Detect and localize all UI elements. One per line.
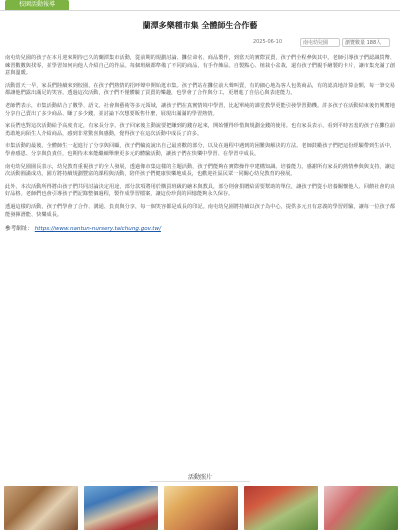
photo-thumbnail[interactable] bbox=[164, 486, 238, 530]
article-body bbox=[5, 55, 395, 232]
reference-label: 參考網址： bbox=[5, 226, 33, 233]
paragraph: 活動當天一早，家長們陸續來到校園，在孩子們熱情的招呼聲中開始逛市集。孩子們站在攤位前大聲叫賣，有的細心地為客人包裝商品，有的認真地計算金額，每一筆交易都讓他們露出滿足的笑容。透過這次活動，孩子們不僅體驗了買賣的樂趣，也學會了合作與分工，更增進了自信心與表達能力。 bbox=[5, 82, 395, 97]
view-count-badge: 瀏覽數量 188人 bbox=[342, 38, 390, 47]
tab-campus-news[interactable]: 校園活動報導 bbox=[5, 0, 69, 10]
photo-gallery bbox=[4, 486, 396, 530]
photo-thumbnail[interactable] bbox=[324, 486, 398, 530]
photos-heading: 活動照片 bbox=[187, 474, 212, 481]
tab-strip bbox=[0, 0, 400, 11]
photo-thumbnail[interactable] bbox=[84, 486, 158, 530]
article-meta bbox=[0, 38, 394, 47]
article-date: 2025-06-10 bbox=[252, 39, 282, 45]
paragraph: 家長們也對這次活動給予高度肯定，有家長分享，孩子回家後主動說要把賺到的錢存起來，開始懂得珍惜與規劃金錢的使用。也有家長表示，看到平時害羞的孩子在攤位前勇敢地向陌生人介紹商品，感到非常驚喜與感動，覺得孩子在這次活動中成長了許多。 bbox=[5, 123, 395, 137]
paragraph: 南屯幼兒園的孩子在本月迎來期待已久的蘭潭集市活動，從前期的規劃討論、攤位命名、商品製作，到當天的實際買賣，孩子們全程參與其中。老師引導孩子們認識貨幣、練習數數與找零，並學習如何向他人介紹自己的作品。每個班級都準備了不同的商品，有手作飾品、自製點心、植栽小盆栽，還有孩子們親手繪製的卡片，讓市集充滿了創意與溫暖。 bbox=[5, 55, 395, 77]
paragraph: 老師們表示，市集活動結合了數學、語文、社會與藝術等多元領域，讓孩子們在真實情境中學習，比起單純的課堂教學更能引發學習動機。許多孩子在活動結束後仍興奮地分享自己賣出了多少商品、賺了多少錢，並討論下次想要販售什麼，展現出滿滿的學習熱情。 bbox=[5, 102, 395, 117]
photo-thumbnail[interactable] bbox=[4, 486, 78, 530]
unit-badge: 南屯幼兒園 bbox=[300, 38, 340, 47]
paragraph: 此外，本次活動所得將由孩子們共同討論決定用途，部分款項將用於購買班級的繪本與教具，部分則會捐贈給需要幫助的單位，讓孩子們從小培養關懷他人、回饋社會的良好品格。老師們也會引導孩子們記錄整個過程，製作成學習檔案，讓這份珍貴的回憶能夠永久保存。 bbox=[5, 183, 395, 198]
reference-link[interactable]: https://www.nantun-nursery.taichung.gov.tw/ bbox=[34, 226, 161, 233]
paragraph: 透過這樣的活動，孩子們學會了合作、溝通、負責與分享，每一個笑容都是成長的印記。南屯幼兒園將持續以孩子為中心，提供多元且有意義的學習經驗，讓每一位孩子都能發揮潛能、快樂成長。 bbox=[5, 203, 395, 218]
reference-line bbox=[5, 224, 395, 232]
photos-divider bbox=[150, 481, 250, 482]
paragraph: 市集活動的最後，全體師生一起進行了分享與回顧，孩子們輪流說出自己最喜歡的部分，以及在過程中遇到的困難與解決的方法。老師鼓勵孩子們把這份經驗帶到生活中，學會感恩、分享與負責任，也期待未來能繼續舉辦更多元的體驗活動，讓孩子們在快樂中學習、在學習中成長。 bbox=[5, 143, 395, 157]
paragraph: 南屯幼兒園園長表示，幼兒教育重視孩子的全人發展，透過像市集這樣的主題活動，孩子們能夠在實際操作中建構知識、培養能力。感謝所有家長的熱情參與與支持，讓這次活動圓滿成功。園方將持續規劃豐富的課程與活動，陪伴孩子們健康快樂地成長，也歡迎社區民眾一同關心幼兒教育的發展。 bbox=[5, 163, 395, 178]
article-title: 蘭潭多樂種市集 全體師生合作藝 bbox=[142, 21, 258, 30]
photo-thumbnail[interactable] bbox=[244, 486, 318, 530]
